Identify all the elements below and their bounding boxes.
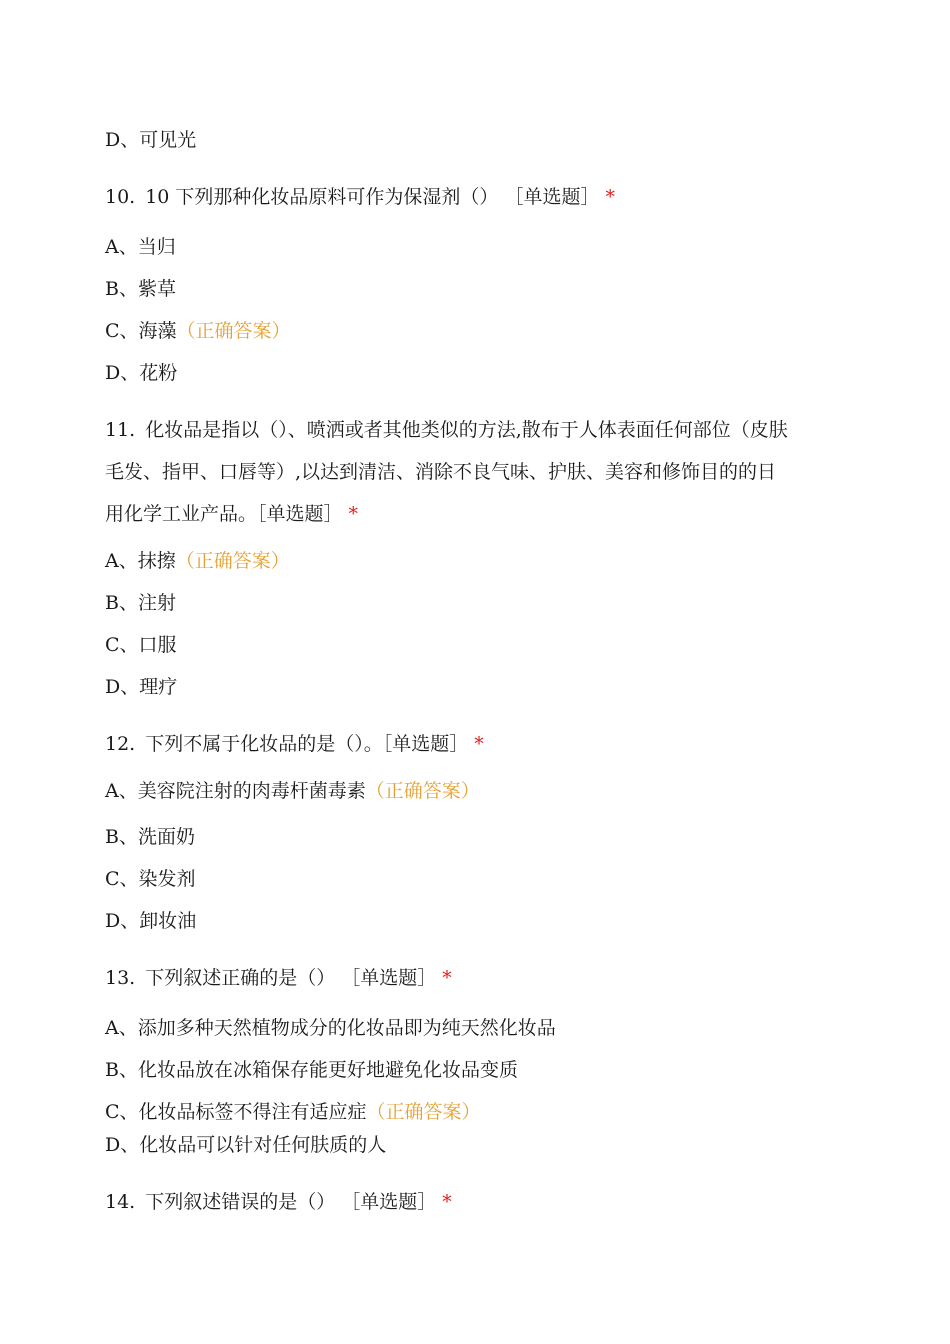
- option-text: D、理疗: [105, 676, 178, 698]
- option-text: A、美容院注射的肉毒杆菌毒素: [105, 780, 366, 802]
- question-text: 10 下列那种化妆品原料可作为保湿剂（） ［单选题］: [145, 186, 600, 208]
- required-star: *: [442, 1191, 452, 1213]
- option-text: C、染发剂: [105, 868, 196, 890]
- answer-option: [105, 361, 177, 385]
- answer-option: [105, 675, 177, 699]
- answer-option: [105, 277, 176, 301]
- option-text: C、口服: [105, 634, 177, 656]
- option-text: B、化妆品放在冰箱保存能更好地避免化妆品变质: [105, 1059, 518, 1081]
- question-text: 下列叙述错误的是（） ［单选题］: [145, 1191, 437, 1213]
- question-text-line: [105, 493, 845, 535]
- question-number: 10.: [105, 186, 136, 208]
- answer-option: [105, 1016, 556, 1040]
- question-text: 化妆品是指以（）、喷洒或者其他类似的方法,散布于人体表面任何部位（皮肤: [145, 419, 788, 441]
- question-title: [105, 409, 845, 535]
- answer-option: [105, 591, 176, 615]
- answer-option: [105, 319, 291, 343]
- question-title: [105, 1190, 452, 1214]
- option-text: B、洗面奶: [105, 826, 195, 848]
- answer-option: [105, 1058, 518, 1082]
- answer-option: [105, 235, 176, 259]
- option-text: B、紫草: [105, 278, 176, 300]
- option-text: A、添加多种天然植物成分的化妆品即为纯天然化妆品: [105, 1017, 556, 1039]
- required-star: *: [605, 186, 615, 208]
- required-star: *: [474, 733, 484, 755]
- question-title: [105, 732, 484, 756]
- question-number: 13.: [105, 967, 136, 989]
- option-text: A、抹擦: [105, 550, 176, 572]
- required-star: *: [348, 503, 359, 525]
- answer-option: [105, 1100, 481, 1124]
- answer-option: [105, 1133, 386, 1157]
- question-number: 11.: [105, 419, 136, 441]
- option-text: C、海藻: [105, 320, 177, 342]
- answer-option: [105, 549, 290, 573]
- correct-answer-tag: （正确答案）: [365, 780, 480, 802]
- correct-answer-tag: （正确答案）: [366, 1101, 481, 1123]
- answer-option: [105, 825, 195, 849]
- option-text: A、当归: [105, 236, 176, 258]
- answer-option: [105, 128, 196, 152]
- question-text-line: [105, 451, 845, 493]
- question-title: [105, 966, 452, 990]
- option-text: D、卸妆油: [105, 910, 197, 932]
- required-star: *: [442, 967, 452, 989]
- correct-answer-tag: （正确答案）: [175, 550, 290, 572]
- option-text: D、可见光: [105, 129, 197, 151]
- question-title: [105, 185, 615, 209]
- option-text: D、化妆品可以针对任何肤质的人: [105, 1134, 387, 1156]
- answer-option: [105, 633, 177, 657]
- question-text: 下列不属于化妆品的是（）。［单选题］: [145, 733, 469, 755]
- question-text: 毛发、指甲、口唇等）,以达到清洁、消除不良气味、护肤、美容和修饰目的的日: [105, 461, 777, 483]
- correct-answer-tag: （正确答案）: [176, 320, 291, 342]
- answer-option: [105, 909, 196, 933]
- answer-option: [105, 867, 196, 891]
- question-number: 14.: [105, 1191, 136, 1213]
- question-text: 用化学工业产品。［单选题］: [105, 503, 343, 525]
- option-text: C、化妆品标签不得注有适应症: [105, 1101, 367, 1123]
- answer-option: [105, 779, 480, 803]
- question-text: 下列叙述正确的是（） ［单选题］: [145, 967, 437, 989]
- question-text-line: [105, 409, 845, 451]
- option-text: B、注射: [105, 592, 176, 614]
- question-number: 12.: [105, 733, 136, 755]
- option-text: D、花粉: [105, 362, 178, 384]
